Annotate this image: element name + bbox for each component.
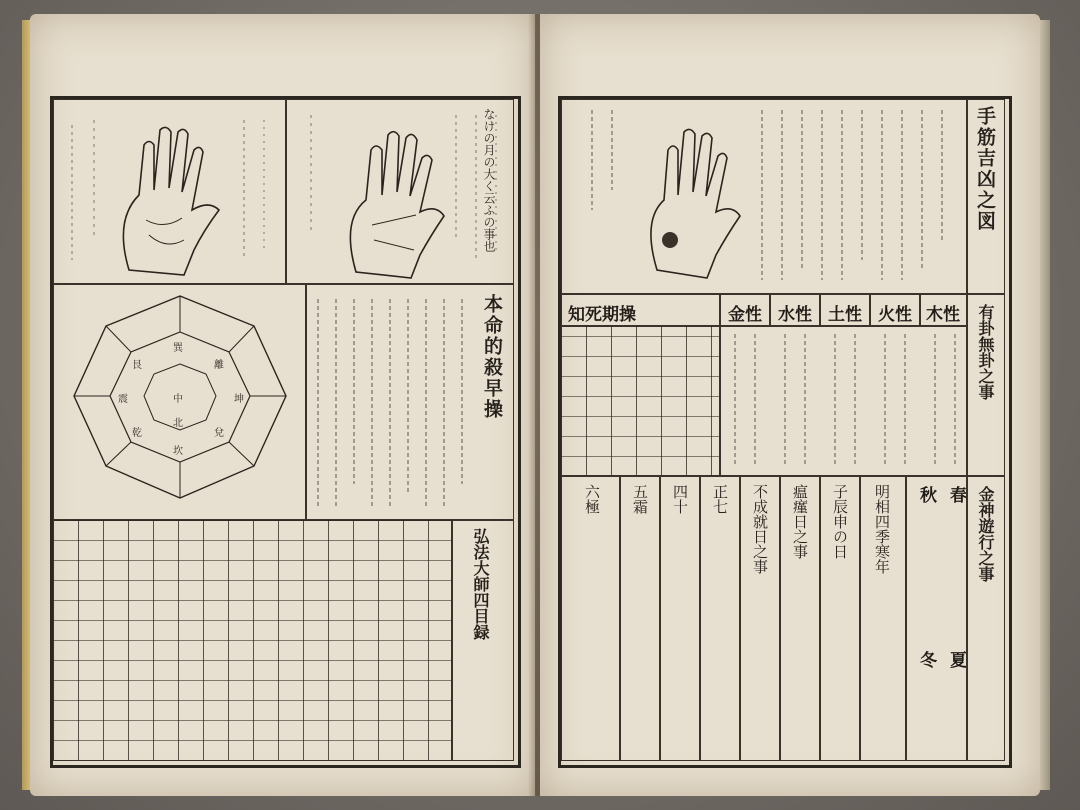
lower-col-6 [659, 475, 701, 761]
lower-col-8-text: 六極 [583, 484, 601, 514]
left-page-title: 本命的殺早操 [481, 294, 503, 420]
season-summer: 夏 [946, 651, 966, 668]
lower-col-7 [619, 475, 661, 761]
header-cell-2-text: 火性 [878, 305, 912, 325]
octagon-label-2: 離 [214, 360, 224, 371]
right-title-cell [966, 99, 1005, 295]
lower-col-7-text: 五霜 [631, 484, 649, 514]
lower-grid-table [53, 519, 453, 761]
lower-col-3-text: 瘟瘽日之事 [791, 484, 809, 559]
palm-drawing-top-right [562, 100, 967, 294]
octagon-label-4: 震 [118, 394, 128, 405]
octagon-label-8: 坎 [173, 446, 183, 457]
octagon-panel [53, 283, 307, 521]
header-cell-4-text: 水性 [778, 305, 812, 325]
lower-col-1-text: 明相四季寒年 [873, 484, 891, 574]
subtitle-cell [451, 519, 514, 761]
lower-col-4-text: 不成就日之事 [751, 484, 769, 574]
palm-panel-left [53, 99, 287, 285]
header-cell-1-text: 木性 [926, 305, 960, 325]
octagon-label-3: 坤 [234, 394, 244, 405]
section-head: 知死期操 [568, 305, 636, 325]
lower-col-1 [859, 475, 907, 761]
header-cell-3-text: 土性 [828, 305, 862, 325]
right-page-title: 手筋吉凶之図 [974, 106, 996, 232]
header-cell-5 [719, 293, 771, 327]
octagon-label-1: 巽 [173, 343, 183, 354]
header-cell-3 [819, 293, 871, 327]
lower-col-2 [819, 475, 861, 761]
lower-col-8 [561, 475, 621, 761]
number-grid [561, 325, 721, 477]
octagon-label-10: 北 [173, 418, 183, 429]
season-autumn: 秋 [916, 486, 936, 503]
palm-note: なけの月の大く云ふの事也 [482, 108, 496, 252]
lower-col-5 [699, 475, 741, 761]
lower-col-2-text: 子辰申の日 [831, 484, 849, 559]
header-cell-2 [869, 293, 921, 327]
octagon-label-6: 兌 [214, 428, 224, 439]
season-winter: 冬 [916, 651, 936, 668]
octagon-label-9: 乾 [132, 428, 142, 439]
octagon-label-5: 中 [173, 394, 183, 405]
header-cell-1 [919, 293, 968, 327]
right-page [540, 14, 1040, 796]
palm-panel-right [285, 99, 514, 285]
palm-drawing-left [54, 100, 286, 284]
header-cell-5-text: 金性 [728, 305, 762, 325]
lower-title-cell [966, 475, 1005, 761]
left-page [30, 14, 535, 796]
lower-col-3 [779, 475, 821, 761]
subtitle-right: 有卦無卦之事 [976, 304, 995, 400]
lower-col-6-text: 四十 [671, 484, 689, 514]
lower-col-4 [739, 475, 781, 761]
lower-col-5-text: 正七 [711, 484, 729, 514]
section-head-cell [561, 293, 721, 327]
left-page-subtitle: 弘法大師四目録 [471, 528, 490, 640]
nature-text-area [719, 325, 968, 477]
seasons-cell [905, 475, 968, 761]
season-spring: 春 [946, 486, 966, 503]
header-cell-4 [769, 293, 821, 327]
octagon-label-7: 艮 [132, 360, 142, 371]
cursive-text-left [306, 284, 506, 520]
text-block-left [305, 283, 514, 521]
subtitle-right-cell [966, 293, 1005, 477]
lower-title: 金神遊行之事 [976, 486, 995, 582]
palm-panel-top-right [561, 99, 968, 295]
cursive-text-nature [720, 326, 967, 476]
